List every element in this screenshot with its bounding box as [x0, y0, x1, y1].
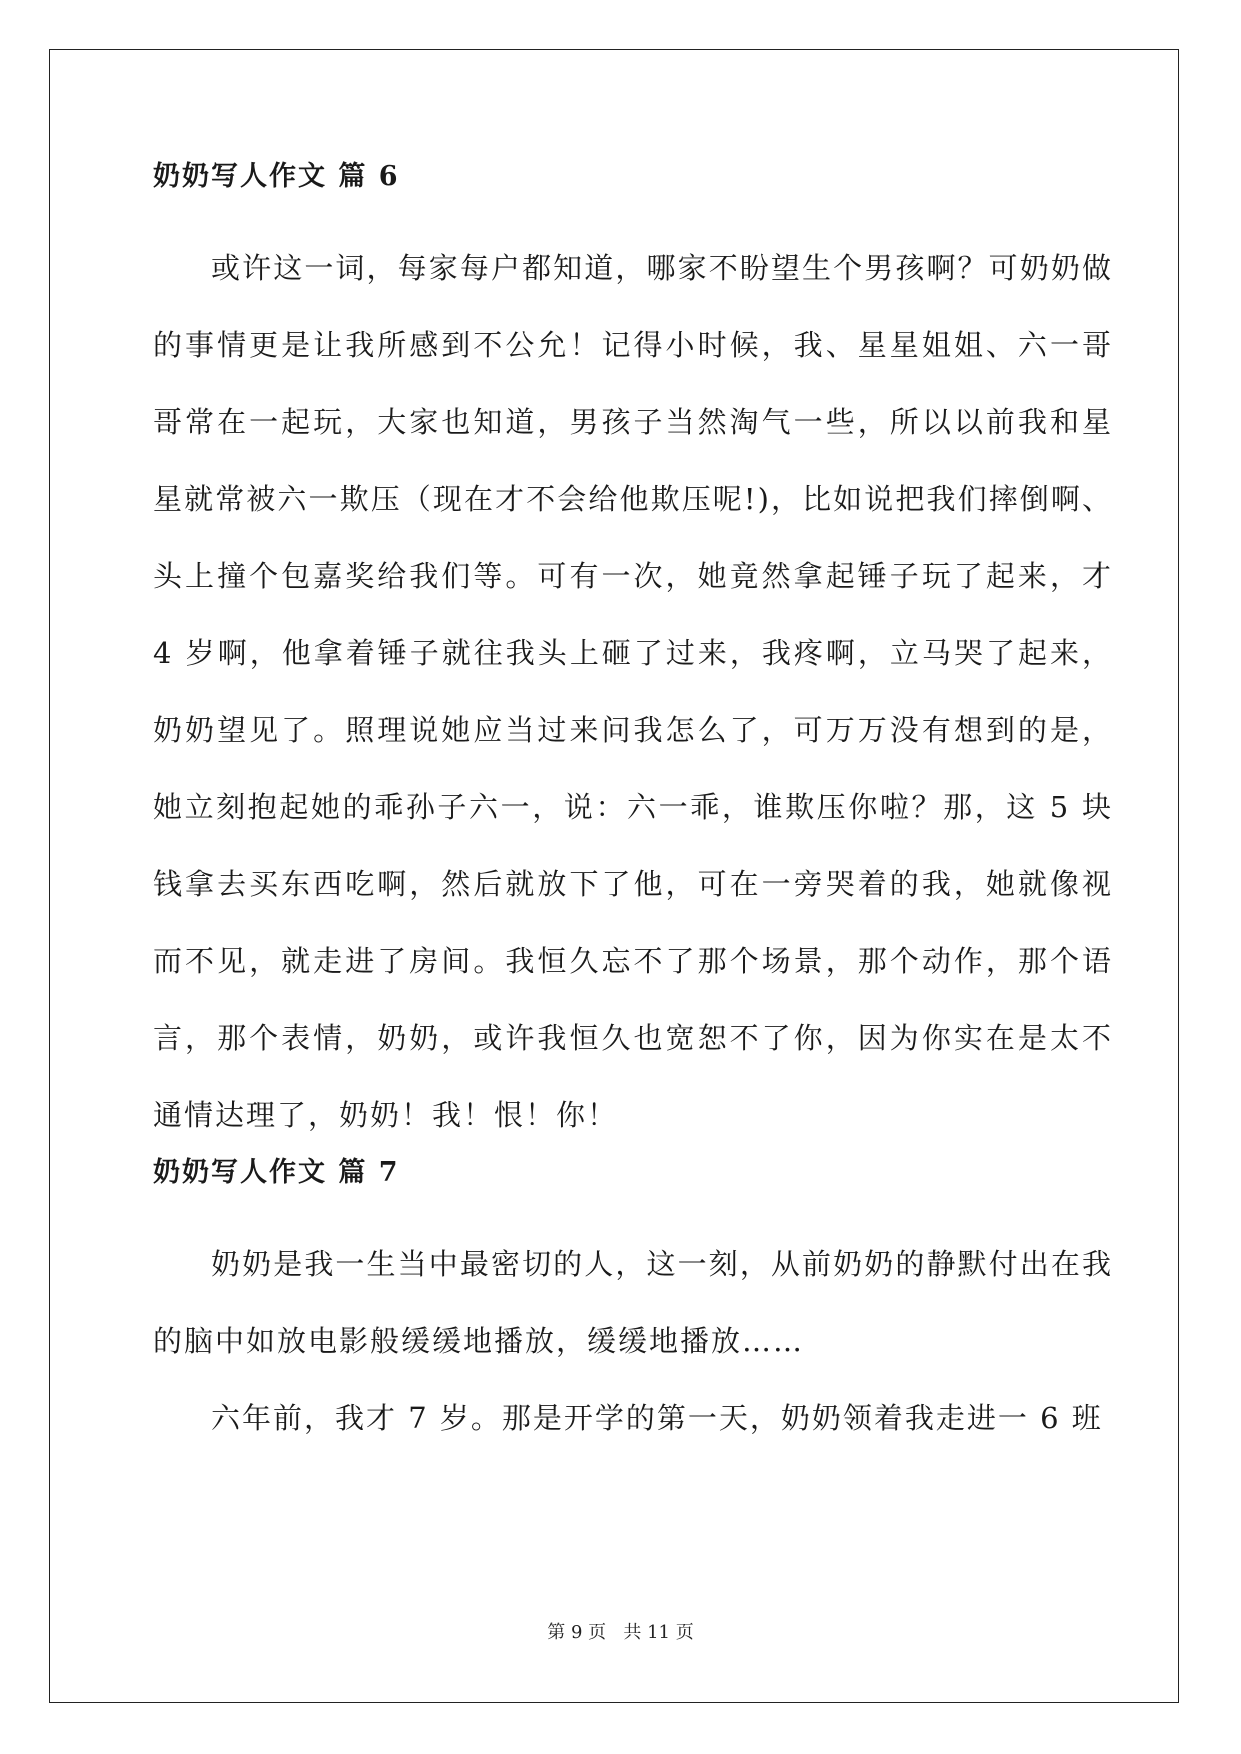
document-body [153, 160, 1113, 1457]
section-7-paragraph-1: 奶奶是我一生当中最密切的人，这一刻，从前奶奶的静默付出在我的脑中如放电影般缓缓地播放，缓缓地播放…… [153, 1247, 1113, 1358]
section-heading-7: 奶奶写人作文 篇 7 [153, 1157, 400, 1188]
section-6-paragraph: 或许这一词，每家每户都知道，哪家不盼望生个男孩啊？可奶奶做的事情更是让我所感到不公允！记得小时候，我、星星姐姐、六一哥哥常在一起玩，大家也知道，男孩子当然淘气一些，所以以前我和星星就常被六一欺压（现在才不会给他欺压呢!)，比如说把我们摔倒啊、头上撞个包嘉奖给我们等。可有一次，她竟然拿起锤子玩了起来，才 4 岁啊，他拿着锤子就往我头上砸了过来，我疼啊，立马哭了起来，奶奶望见了。照理说她应当过来问我怎么了，可万万没有想到的是，她立刻抱起她的乖孙子六一，说：六一乖，谁欺压你啦？那，这 5 块钱拿去买东西吃啊，然后就放下了他，可在一旁哭着的我，她就像视而不见，就走进了房间。我恒久忘不了那个场景，那个动作，那个语言，那个表情，奶奶，或许我恒久也宽恕不了你，因为你实在是太不通情达理了，奶奶！我！恨！你！ [153, 251, 1113, 1132]
section-7-paragraph-2: 六年前，我才 7 岁。那是开学的第一天，奶奶领着我走进一 6 班 [211, 1401, 1103, 1435]
page-footer [0, 1622, 1241, 1644]
page-number: 第 9 页 共 11 页 [547, 1622, 694, 1643]
section-heading-6: 奶奶写人作文 篇 6 [153, 161, 400, 192]
